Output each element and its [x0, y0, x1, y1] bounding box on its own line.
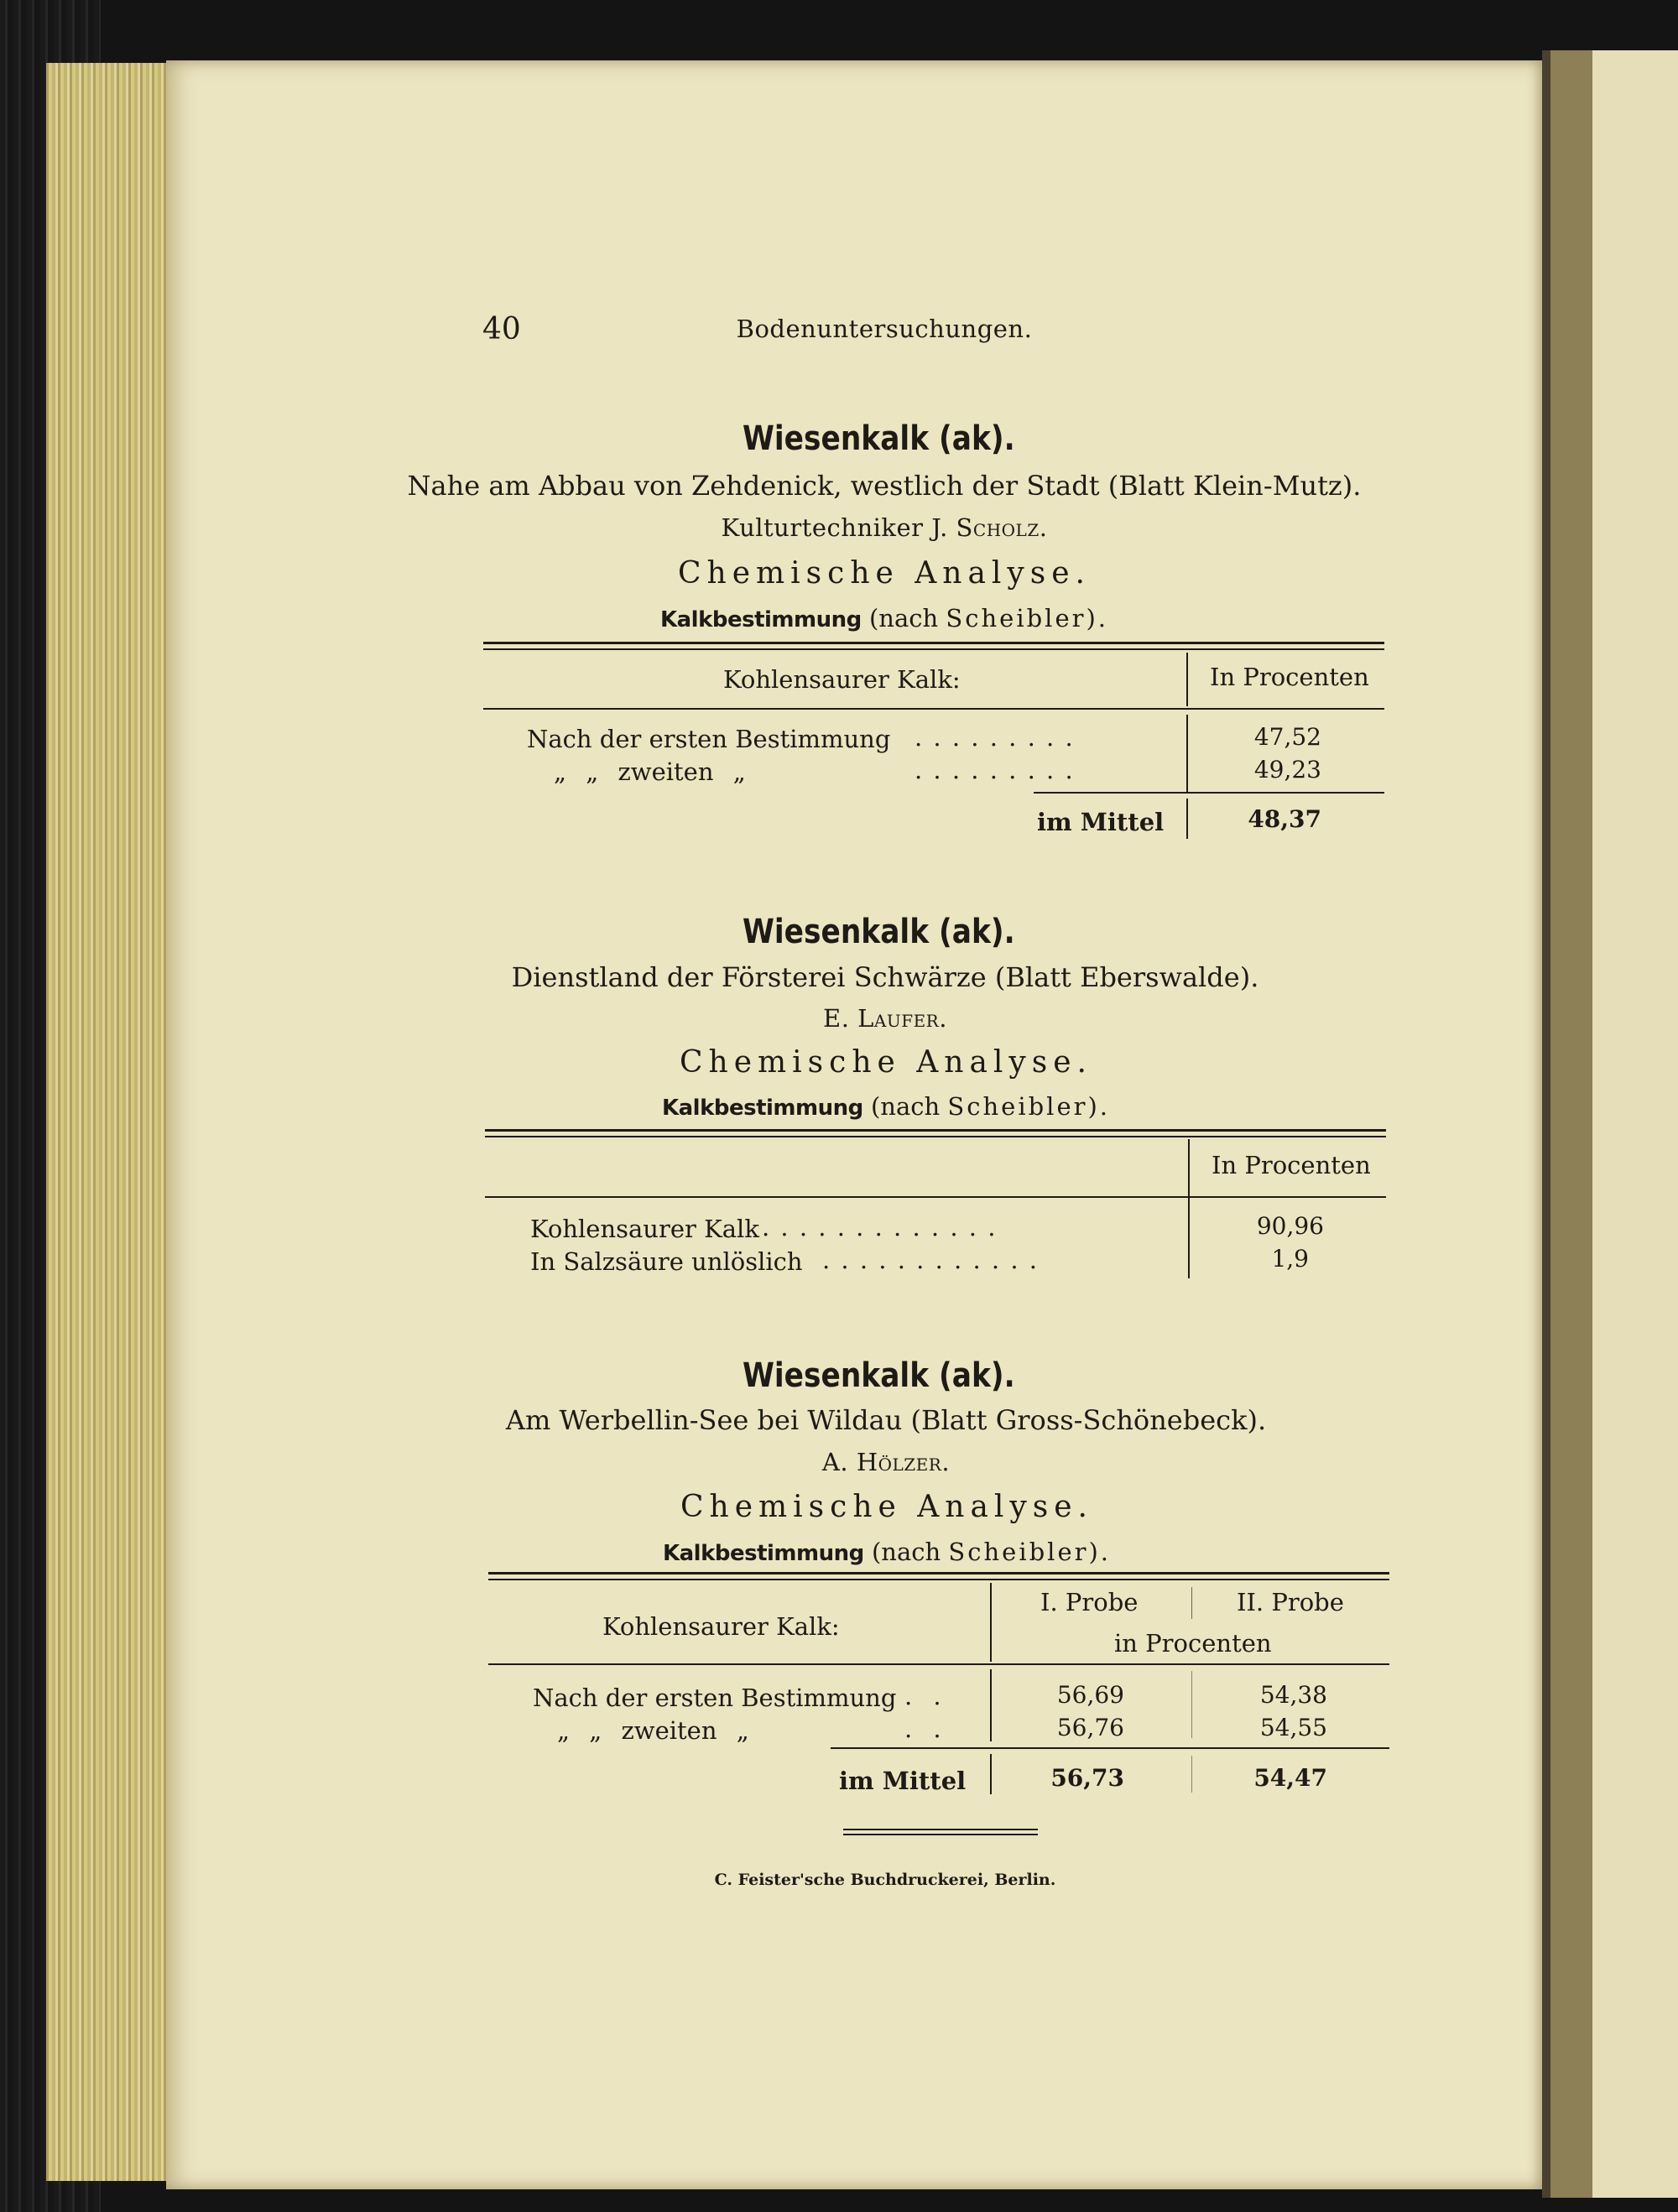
section-1-author-name: Scholz. — [956, 513, 1048, 542]
table-2-header-value: In Procenten — [1212, 1151, 1371, 1179]
table-1-row-2-value: 49,23 — [1253, 756, 1321, 783]
section-1-analysis-heading: Chemische Analyse. — [678, 556, 1091, 591]
table-1-top-rule — [483, 642, 1384, 644]
section-1-title: Wiesenkalk (ak). — [742, 419, 1015, 458]
table-2-row-2-label: In Salzsäure unlöslich — [530, 1247, 803, 1276]
table-3-row-1-label: Nach der ersten Bestimmung — [533, 1684, 897, 1712]
table-1-row-1-dots: . . . . . . . . . — [915, 723, 1075, 752]
table-3-row-1-dots: . . — [904, 1682, 948, 1710]
running-head: Bodenuntersuchungen. — [736, 315, 1033, 343]
table-1-header-value: In Procenten — [1210, 663, 1369, 691]
table-1-total-value: 48,37 — [1248, 805, 1321, 833]
table-3-row-1-col2: 54,38 — [1259, 1681, 1327, 1709]
section-3-title: Wiesenkalk (ak). — [742, 1356, 1015, 1395]
table-3-top-rule — [488, 1572, 1389, 1574]
table-2-divider — [1188, 1139, 1190, 1278]
section-3-location: Am Werbellin-See bei Wildau (Blatt Gross-Schönebeck). — [505, 1404, 1267, 1436]
table-2-row-2-value: 1,9 — [1271, 1245, 1309, 1273]
table-1-row-2-label: „ „ zweiten „ — [554, 757, 746, 786]
table-3-total-col1: 56,73 — [1050, 1764, 1124, 1792]
section-3-method-name: Scheibler). — [948, 1538, 1112, 1566]
section-2-title: Wiesenkalk (ak). — [742, 913, 1015, 951]
table-3-row-2-col1: 56,76 — [1056, 1714, 1124, 1741]
table-3-header-col1: I. Probe — [1040, 1588, 1139, 1616]
table-1-total-label: im Mittel — [1037, 808, 1165, 836]
section-1-method-rest: (nach — [868, 604, 939, 632]
table-3-row-1-col1: 56,69 — [1056, 1681, 1124, 1709]
section-2-author-prefix: E. — [823, 1004, 850, 1033]
table-3-body-col-divider — [1191, 1671, 1192, 1738]
section-1-author — [0, 513, 1678, 542]
table-3-total-col2: 54,47 — [1253, 1764, 1327, 1792]
table-2-row-1-dots: . . . . . . . . . . . . . — [762, 1213, 998, 1241]
table-2-header-rule — [485, 1196, 1386, 1198]
table-3-row-2-col2: 54,55 — [1259, 1714, 1327, 1741]
table-1-total-divider — [1186, 799, 1188, 839]
printer-imprint: C. Feister'sche Buchdruckerei, Berlin. — [714, 1871, 1056, 1889]
table-1-sum-rule — [1034, 792, 1384, 794]
section-3-method-bold: Kalkbestimmung — [662, 1541, 864, 1566]
page-number: 40 — [482, 312, 521, 346]
section-2-method-name: Scheibler). — [947, 1092, 1111, 1121]
section-1-method-name: Scheibler). — [946, 604, 1109, 632]
section-1-author-prefix: Kulturtechniker J. — [721, 513, 948, 542]
table-3-total-label: im Mittel — [839, 1767, 967, 1795]
table-1-header-label: Kohlensaurer Kalk: — [723, 665, 961, 694]
table-3-row-2-label: „ „ zweiten „ — [557, 1716, 749, 1745]
table-2-top-rule-thin — [485, 1136, 1386, 1137]
table-1-header-divider — [1186, 653, 1188, 706]
table-2-top-rule — [485, 1129, 1386, 1132]
table-3-row-2-dots: . . — [904, 1715, 948, 1743]
table-3-total-col-divider — [1191, 1756, 1192, 1793]
section-3-author — [0, 1448, 1678, 1476]
section-3-author-prefix: A. — [821, 1448, 849, 1476]
section-2-method — [0, 1092, 1678, 1121]
section-3-method-rest: (nach — [871, 1538, 941, 1566]
table-1-header-rule — [483, 708, 1384, 710]
table-1-row-2-dots: . . . . . . . . . — [915, 756, 1075, 784]
section-3-author-name: Hölzer. — [856, 1448, 951, 1476]
table-3-header-col2: II. Probe — [1237, 1588, 1344, 1616]
section-1-method — [0, 604, 1678, 632]
table-3-header-col-divider — [1191, 1587, 1192, 1619]
section-1-method-bold: Kalkbestimmung — [659, 607, 862, 632]
table-3-body-divider — [990, 1669, 992, 1741]
table-3-header-unit: in Procenten — [1114, 1629, 1272, 1658]
section-2-method-rest: (nach — [870, 1092, 941, 1121]
section-2-author-name: Laufer. — [857, 1004, 947, 1033]
table-1-body-divider — [1186, 715, 1188, 792]
table-3-total-divider — [990, 1754, 992, 1794]
table-1-row-1-value: 47,52 — [1253, 723, 1321, 751]
section-3-analysis-heading: Chemische Analyse. — [680, 1490, 1093, 1524]
end-rule-1 — [843, 1829, 1038, 1830]
table-3-header-rule — [488, 1663, 1389, 1665]
table-3-top-rule-thin — [488, 1579, 1389, 1580]
table-3-sum-rule — [831, 1747, 1389, 1749]
section-2-analysis-heading: Chemische Analyse. — [680, 1045, 1092, 1080]
section-2-method-bold: Kalkbestimmung — [661, 1096, 863, 1121]
section-1-location: Nahe am Abbau von Zehdenick, westlich der Stadt (Blatt Klein-Mutz). — [407, 470, 1362, 502]
table-1-top-rule-thin — [483, 648, 1384, 650]
table-2-row-1-value: 90,96 — [1256, 1212, 1324, 1240]
page-edges — [46, 63, 172, 2181]
section-2-author — [0, 1004, 1678, 1033]
table-2-row-2-dots: . . . . . . . . . . . . — [822, 1246, 1040, 1274]
end-rule-2 — [843, 1834, 1038, 1835]
section-3-method — [0, 1538, 1678, 1566]
table-2-row-1-label: Kohlensaurer Kalk — [530, 1215, 759, 1243]
section-2-location: Dienstland der Försterei Schwärze (Blatt Eberswalde). — [511, 961, 1259, 993]
table-3-header-divider — [990, 1583, 992, 1662]
table-3-header-label: Kohlensaurer Kalk: — [602, 1612, 840, 1641]
table-1-row-1-label: Nach der ersten Bestimmung — [527, 725, 891, 753]
